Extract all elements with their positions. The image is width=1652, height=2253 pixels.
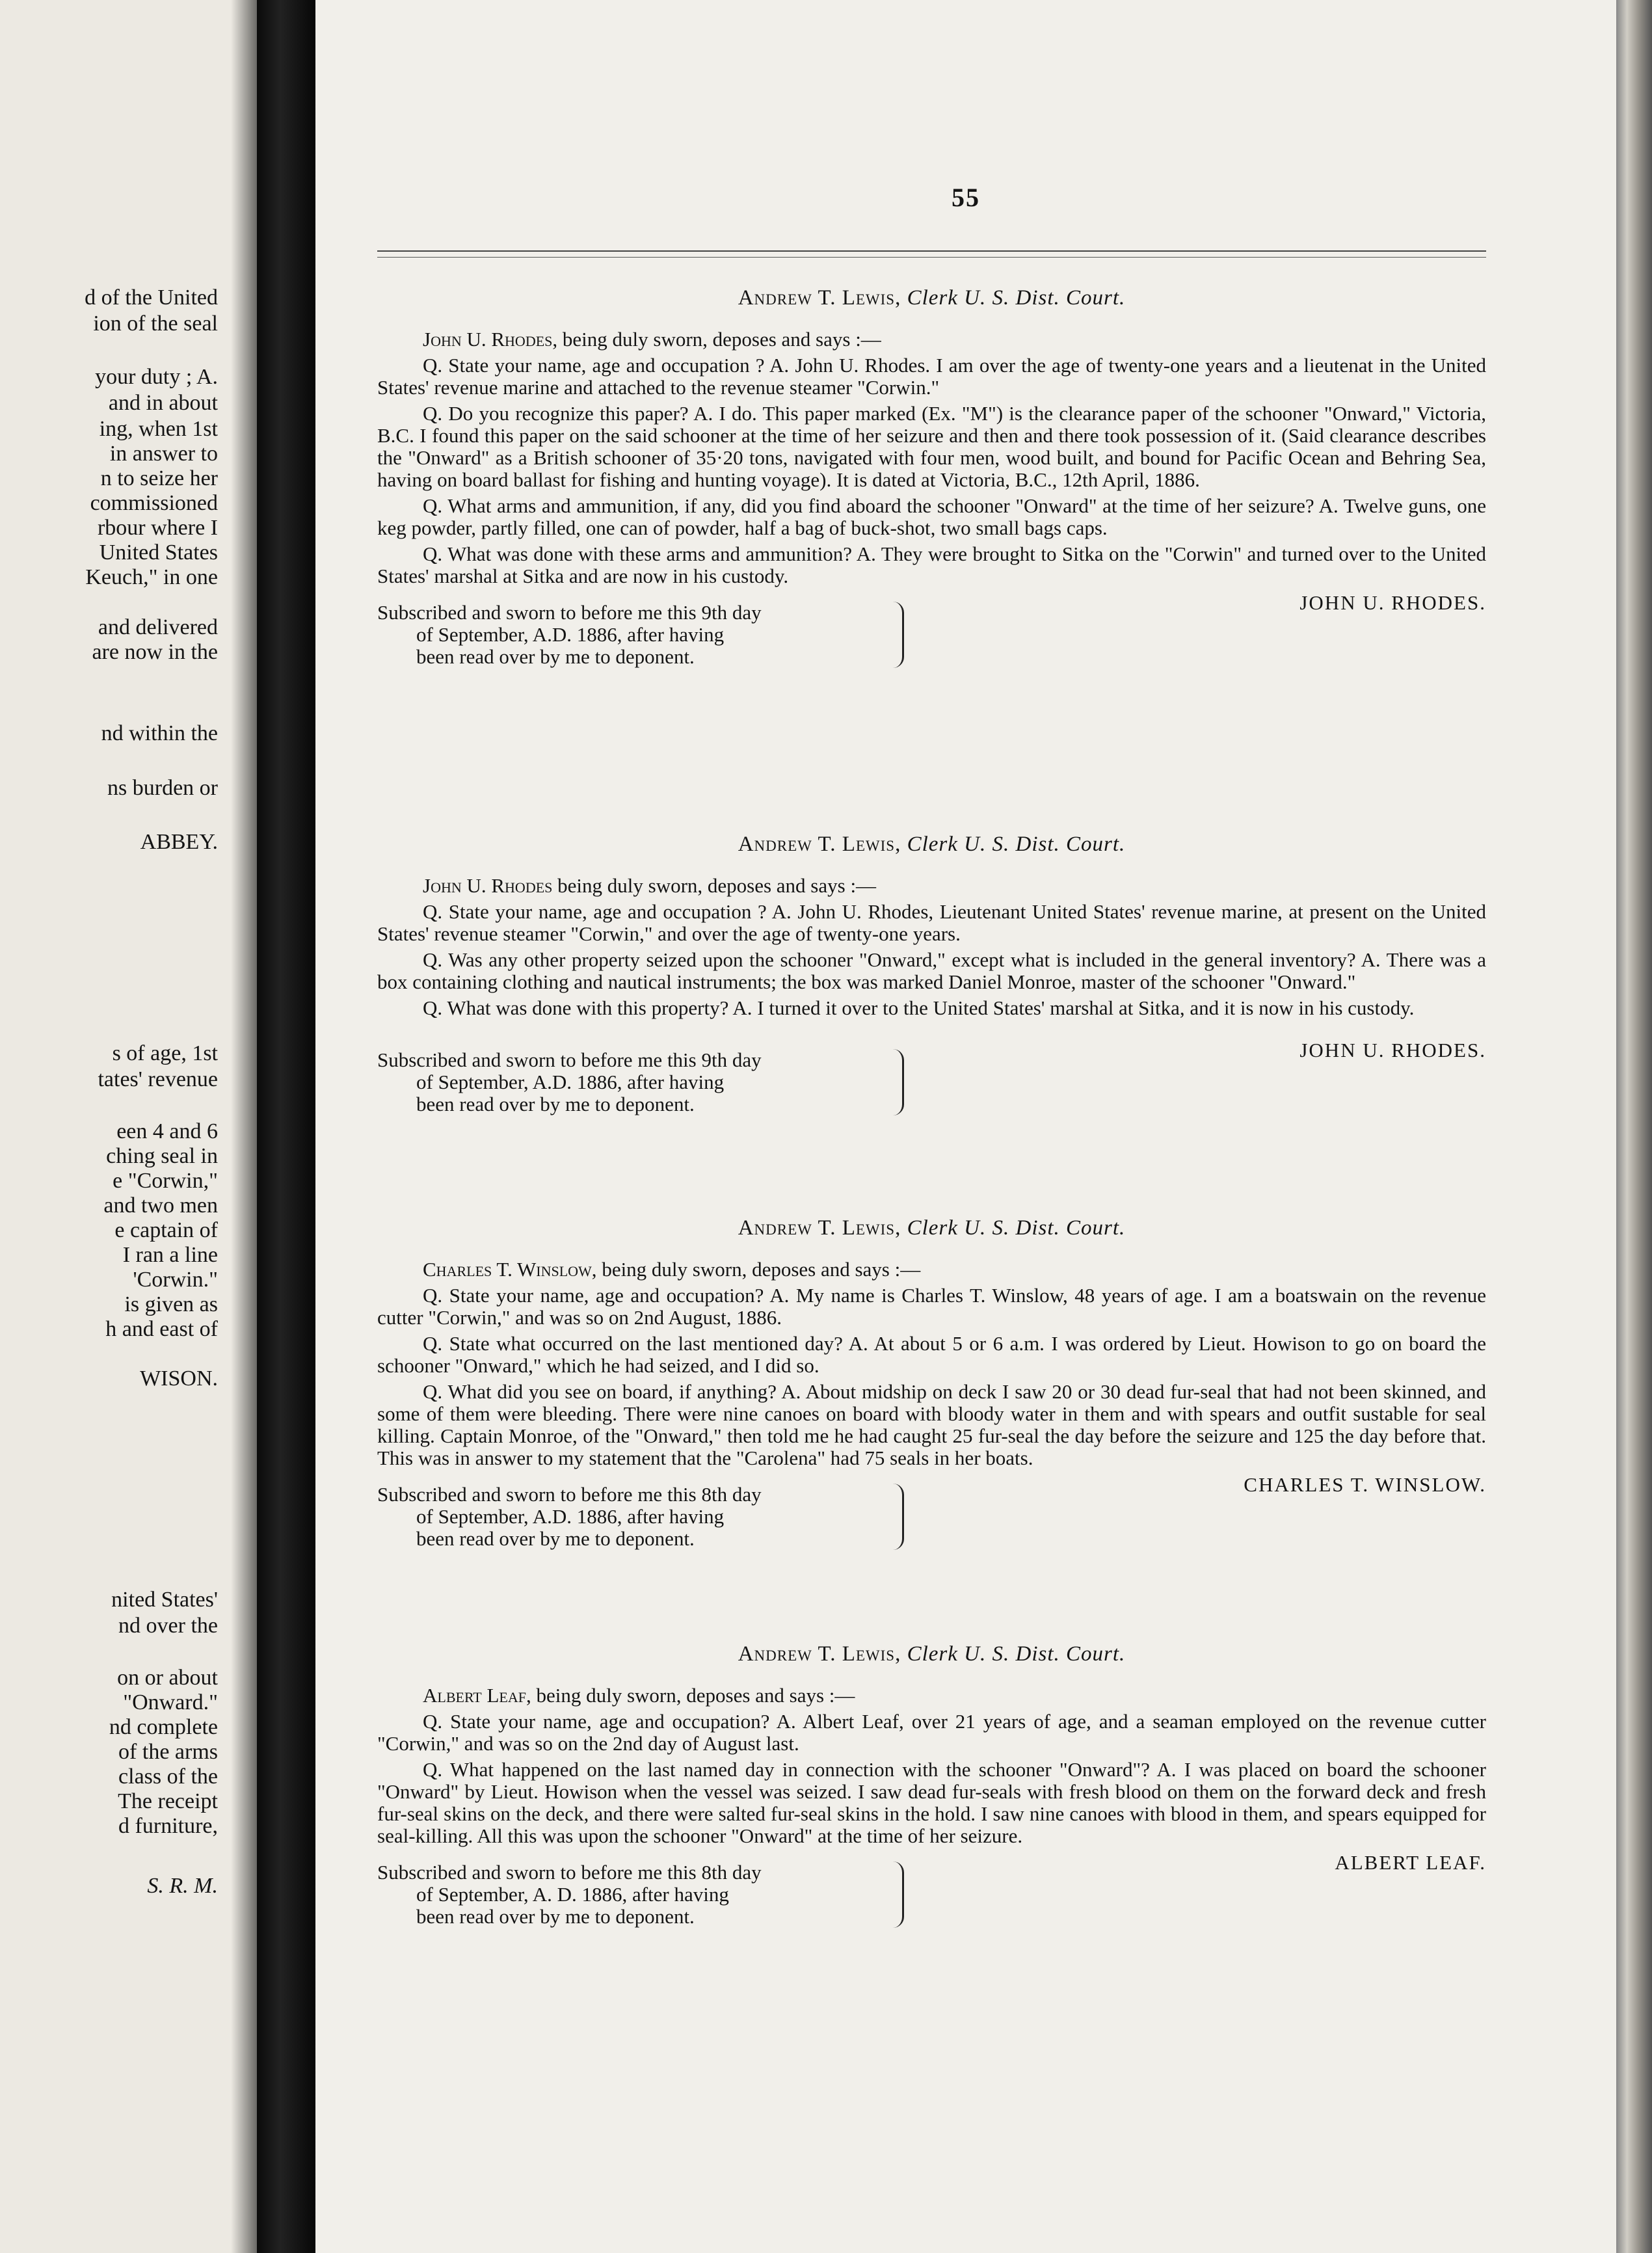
clerk-title: Clerk U. S. Dist. Court. — [907, 286, 1126, 310]
qa-paragraph: Q. What was done with these arms and ammunition? A. They were brought to Sitka on the "Corwin" and turned over to the United States' marshal at Sitka and are now in his custody. — [377, 542, 1486, 587]
qa-paragraph: Q. State what occurred on the last mentioned day? A. At about 5 or 6 a.m. I was ordered by Lieut. Howison to go on board the schooner "Onward," which he had seized, and I did so. — [377, 1332, 1486, 1377]
deponent-intro-text: being duly sworn, deposes and says :— — [562, 328, 881, 351]
jurat-line: been read over by me to deponent. — [416, 1527, 695, 1550]
qa-paragraph: Q. State your name, age and occupation ? A. John U. Rhodes, Lieutenant United States' revenue marine, at present on the United States' revenue steamer "Corwin," and over the age of twenty-one years. — [377, 900, 1486, 945]
left-line: 'Corwin." — [133, 1268, 218, 1292]
left-line: n to seize her — [100, 466, 218, 490]
deponent-intro — [377, 1685, 1486, 1707]
jurat-line: of September, A.D. 1886, after having — [416, 1071, 725, 1093]
jurat-line: been read over by me to deponent. — [416, 1905, 695, 1928]
brace-icon — [893, 1484, 904, 1550]
left-line: is given as — [124, 1292, 218, 1316]
left-page-shadow — [231, 0, 257, 2253]
clerk-heading — [377, 1642, 1486, 1666]
left-line: ching seal in — [106, 1144, 218, 1168]
clerk-title: Clerk U. S. Dist. Court. — [907, 1216, 1126, 1240]
left-line: and in about — [108, 391, 218, 415]
clerk-heading — [377, 1216, 1486, 1240]
jurat-line: of September, A. D. 1886, after having — [416, 1883, 729, 1906]
brace-icon — [893, 1049, 904, 1115]
left-line: WISON. — [140, 1366, 218, 1391]
clerk-name: Andrew T. Lewis, — [738, 833, 901, 856]
deponent-name: John U. Rhodes — [423, 874, 553, 897]
left-line: h and east of — [105, 1317, 218, 1341]
signature: ALBERT LEAF. — [1335, 1851, 1486, 1874]
jurat-line: Subscribed and sworn to before me this 9th day — [377, 601, 762, 624]
qa-paragraph: Q. What was done with this property? A. I turned it over to the United States' marshal at Sitka, and it is now in his custody. — [423, 996, 1415, 1019]
brace-icon — [893, 1861, 904, 1928]
clerk-name: Andrew T. Lewis, — [738, 286, 901, 310]
qa-paragraph: Q. Was any other property seized upon the schooner "Onward," except what is included in the general inventory? A. There was a box containing clothing and nautical instruments; the box was marked Daniel Monroe, master of the schooner "Onward." — [377, 948, 1486, 993]
jurat-line: been read over by me to deponent. — [416, 645, 695, 668]
qa-paragraph: Q. What did you see on board, if anything? A. About midship on deck I saw 20 or 30 dead fur-seal that had not been skinned, and some of them were bleeding. There were nine canoes on board with bloody water in them and with spears and outfit sustable for seal killing. Captain Monroe, of the "Onward," then told me he had caught 25 fur-seal the day before the seizure and 125 the day before that. This was in answer to my statement that the "Carolena" had 75 seals in her boats. — [377, 1380, 1486, 1469]
book-gutter — [257, 0, 315, 2253]
left-line: United States — [99, 540, 218, 565]
deponent-intro-text: being duly sworn, deposes and says :— — [536, 1684, 855, 1707]
left-line: d furniture, — [118, 1814, 218, 1838]
deponent-name: Charles T. Winslow, — [423, 1258, 597, 1281]
qa-paragraph: Q. State your name, age and occupation ? A. John U. Rhodes. I am over the age of twenty-one years and a lieutenat in the United States' revenue marine and attached to the revenue steamer "Corwin." — [377, 354, 1486, 399]
left-line: on or about — [117, 1666, 218, 1690]
left-line: commissioned — [90, 491, 218, 515]
deponent-intro-text: being duly sworn, deposes and says :— — [557, 874, 877, 897]
qa-paragraph: Q. Do you recognize this paper? A. I do. This paper marked (Ex. "M") is the clearance paper of the schooner "Onward," Victoria, B.C. I found this paper on the said schooner at the time of her seizure and then and there took possession of it. (Said clearance describes the "Onward" as a British schooner of 35·20 tons, navigated with four men, wood built, and bound for Pacific Ocean and Behring Sea, having on board ballast for fishing and hunting voyage). It is dated at Victoria, B.C., 12th April, 1886. — [377, 402, 1486, 491]
header-rule — [377, 250, 1486, 258]
left-line: nd within the — [101, 721, 218, 745]
deposition-section-2 — [377, 833, 1486, 1115]
signature: JOHN U. RHODES. — [1299, 591, 1486, 614]
left-line: in answer to — [109, 442, 218, 466]
left-line: and two men — [103, 1193, 218, 1218]
qa-paragraph: Q. State your name, age and occupation? A. Albert Leaf, over 21 years of age, and a seaman employed on the revenue cutter "Corwin," and was so on the 2nd day of August last. — [377, 1710, 1486, 1755]
left-page-fragment — [0, 0, 257, 2253]
deponent-name: John U. Rhodes, — [423, 328, 558, 351]
left-line: of the arms — [118, 1740, 218, 1764]
main-page — [315, 0, 1616, 2253]
deponent-intro — [377, 875, 1486, 897]
deponent-name: Albert Leaf, — [423, 1684, 531, 1707]
left-line: s of age, 1st — [112, 1041, 218, 1065]
left-line: tates' revenue — [98, 1067, 218, 1091]
jurat-line: of September, A.D. 1886, after having — [416, 623, 725, 646]
deposition-section-3 — [377, 1216, 1486, 1550]
left-line: rbour where I — [97, 516, 218, 540]
clerk-heading — [377, 833, 1486, 857]
jurat-block — [377, 1049, 904, 1115]
qa-paragraph: Q. State your name, age and occupation? A. My name is Charles T. Winslow, 48 years of age. I am a boatswain on the revenue cutter "Corwin," and was so on 2nd August, 1886. — [377, 1284, 1486, 1329]
left-line: nited States' — [111, 1588, 218, 1612]
jurat-line: Subscribed and sworn to before me this 8th day — [377, 1861, 762, 1884]
signature: CHARLES T. WINSLOW. — [1244, 1473, 1486, 1496]
jurat-line: Subscribed and sworn to before me this 9th day — [377, 1048, 762, 1071]
left-line: ion of the seal — [93, 312, 218, 336]
left-line: "Onward." — [123, 1690, 218, 1714]
signature: JOHN U. RHODES. — [1299, 1039, 1486, 1061]
left-line: are now in the — [92, 640, 218, 664]
left-line: e captain of — [114, 1218, 218, 1242]
qa-paragraph: Q. What arms and ammunition, if any, did you find aboard the schooner "Onward" at the time of her seizure? A. Twelve guns, one keg powder, partly filled, one can of powder, half a bag of buck-shot, two small bags caps. — [377, 494, 1486, 539]
jurat-block — [377, 602, 904, 668]
page-number: 55 — [952, 183, 980, 212]
left-line: ing, when 1st — [99, 417, 218, 441]
left-line: nd over the — [118, 1614, 218, 1638]
deposition-section-4 — [377, 1642, 1486, 1928]
brace-icon — [893, 602, 904, 668]
jurat-block — [377, 1484, 904, 1550]
deponent-intro-text: being duly sworn, deposes and says :— — [602, 1258, 921, 1281]
left-line: class of the — [118, 1765, 218, 1789]
clerk-title: Clerk U. S. Dist. Court. — [907, 833, 1126, 856]
deposition-section-1 — [377, 286, 1486, 668]
jurat-line: Subscribed and sworn to before me this 8th day — [377, 1483, 762, 1506]
jurat-line: been read over by me to deponent. — [416, 1093, 695, 1115]
left-line: nd complete — [109, 1715, 218, 1739]
left-line: ns burden or — [107, 776, 218, 800]
clerk-heading — [377, 286, 1486, 310]
left-line: een 4 and 6 — [116, 1119, 218, 1143]
left-line: ABBEY. — [140, 830, 218, 854]
left-line: I ran a line — [122, 1243, 218, 1267]
jurat-line: of September, A.D. 1886, after having — [416, 1505, 725, 1528]
deponent-intro — [377, 1259, 1486, 1281]
left-line: d of the United — [85, 286, 218, 310]
left-line: Keuch," in one — [85, 565, 218, 589]
clerk-name: Andrew T. Lewis, — [738, 1216, 901, 1240]
left-line: e "Corwin," — [113, 1169, 218, 1193]
deponent-intro — [377, 328, 1486, 351]
left-line: S. R. M. — [147, 1874, 218, 1898]
clerk-name: Andrew T. Lewis, — [738, 1642, 901, 1666]
left-line: your duty ; A. — [95, 365, 218, 389]
qa-paragraph: Q. What happened on the last named day in connection with the schooner "Onward"? A. I was placed on board the schooner "Onward" by Lieut. Howison when the vessel was seized. I saw dead fur-seals with fresh blood on them on the forward deck and fresh fur-seal skins on the deck, and there were salted fur-seal skins in the hold. I saw nine canoes with blood in them, and spears equipped for seal-killing. All this was upon the schooner "Onward" at the time of her seizure. — [377, 1758, 1486, 1847]
left-page-text — [0, 0, 257, 2253]
clerk-title: Clerk U. S. Dist. Court. — [907, 1642, 1126, 1666]
page-stack-edge — [1616, 0, 1652, 2253]
left-line: The receipt — [118, 1789, 218, 1813]
left-line: and delivered — [98, 615, 218, 639]
jurat-block — [377, 1861, 904, 1928]
